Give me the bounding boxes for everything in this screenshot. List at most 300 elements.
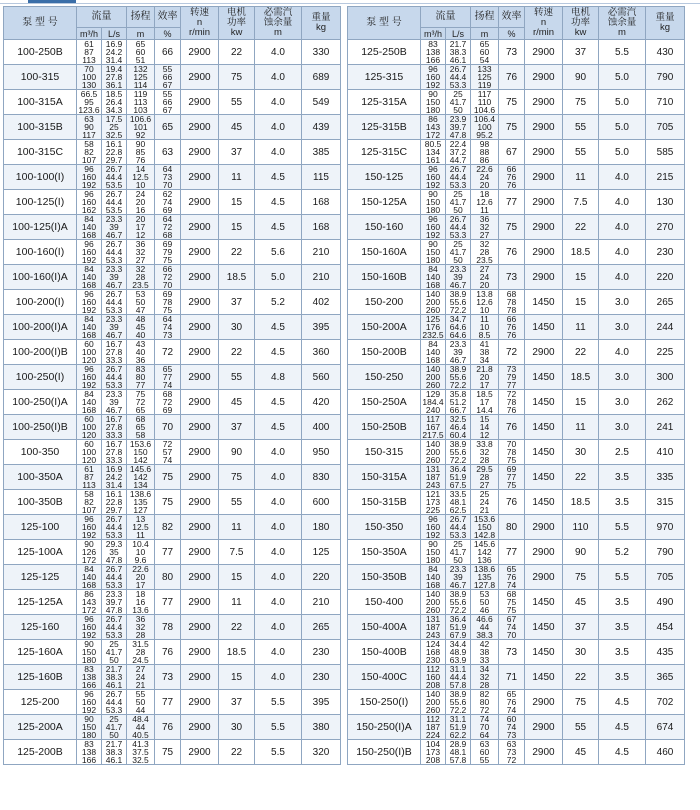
cell-flow-m3h-line: 160	[425, 672, 441, 682]
cell-speed: 1450	[525, 390, 563, 415]
cell-motor-power: 30	[219, 315, 255, 340]
cell-flow-m3h-line: 90	[84, 539, 94, 549]
cell-head	[127, 740, 155, 765]
cell-flow-ls-line: 48.9	[449, 647, 467, 657]
cell-speed: 2900	[181, 340, 219, 365]
cell-npsh: 5.6	[255, 240, 302, 265]
cell-efficiency-line: 73	[162, 172, 173, 182]
cell-efficiency-line: 72	[162, 272, 173, 282]
cell-flow-ls-line: 25	[109, 639, 119, 649]
table-row	[4, 65, 341, 90]
cell-flow-m3h-line: 140	[425, 289, 441, 299]
cell-head	[471, 340, 499, 365]
cell-head	[127, 365, 155, 390]
cell-flow-ls-line: 46.1	[105, 755, 123, 765]
cell-flow-ls-line: 26.7	[105, 364, 123, 374]
cell-motor-power: 22	[219, 340, 255, 365]
cell-flow-ls-line: 16.7	[105, 339, 123, 349]
cell-flow-ls	[102, 115, 127, 140]
cell-speed: 2900	[181, 390, 219, 415]
cell-flow-ls	[102, 240, 127, 265]
cell-flow-ls	[446, 90, 471, 115]
cell-flow-ls-line: 53.3	[449, 80, 467, 90]
cell-head-line: 53	[479, 589, 490, 599]
cell-weight: 950	[302, 440, 341, 465]
cell-flow-ls-line: 46.7	[105, 280, 123, 290]
cell-flow-m3h-line: 82	[84, 147, 94, 157]
cell-head-line: 36	[135, 614, 146, 624]
cell-head-line: 100	[477, 122, 492, 132]
cell-flow-m3h-line: 160	[425, 72, 441, 82]
cell-flow-ls-line: 36.1	[105, 80, 123, 90]
cell-head	[471, 165, 499, 190]
cell-head-line: 70	[479, 722, 490, 732]
cell-head-line: 27	[135, 255, 146, 265]
cell-head-line: 127.8	[473, 580, 496, 590]
header-head: 扬程	[471, 7, 499, 28]
cell-npsh: 3.0	[599, 290, 646, 315]
cell-flow-m3h-line: 86	[428, 114, 438, 124]
cell-head-line: 142	[133, 455, 148, 465]
cell-weight: 230	[302, 665, 341, 690]
cell-npsh: 4.0	[599, 340, 646, 365]
cell-head-line: 64	[479, 730, 490, 740]
cell-weight: 220	[302, 565, 341, 590]
cell-efficiency-line: 75	[506, 455, 517, 465]
cell-model: 150-400B	[348, 640, 421, 665]
cell-flow-ls-line: 50	[109, 730, 119, 740]
cell-efficiency-line: 60	[506, 714, 517, 724]
cell-head	[471, 740, 499, 765]
cell-efficiency: 71	[499, 665, 525, 690]
cell-motor-power: 37	[219, 140, 255, 165]
cell-flow-m3h-line: 230	[425, 655, 441, 665]
cell-flow-m3h-line: 160	[81, 297, 97, 307]
cell-flow-ls-line: 46.7	[449, 280, 467, 290]
cell-head-line: 17	[479, 397, 490, 407]
cell-motor-power: 11	[563, 165, 599, 190]
cell-efficiency-line: 74	[506, 580, 517, 590]
cell-npsh: 5.5	[255, 690, 302, 715]
cell-efficiency: 78	[155, 615, 181, 640]
cell-efficiency-line: 70	[162, 180, 173, 190]
cell-motor-power: 11	[563, 315, 599, 340]
cell-npsh: 5.2	[255, 290, 302, 315]
cell-head-line: 65	[135, 405, 146, 415]
cell-flow-ls-line: 38.9	[449, 689, 467, 699]
cell-flow-ls-line: 27.8	[105, 447, 123, 457]
cell-flow-m3h	[77, 240, 102, 265]
cell-flow-ls	[446, 315, 471, 340]
cell-npsh: 3.0	[599, 390, 646, 415]
cell-flow-ls	[102, 540, 127, 565]
cell-flow-ls	[102, 140, 127, 165]
header-flow: 流量	[77, 7, 127, 28]
cell-flow-ls-line: 23.3	[105, 589, 123, 599]
cell-head-line: 20	[135, 572, 146, 582]
cell-head-line: 43	[135, 339, 146, 349]
cell-flow-m3h-line: 167	[425, 422, 441, 432]
cell-model: 125-100	[4, 515, 77, 540]
cell-head-line: 60	[135, 47, 146, 57]
cell-head-line: 75	[135, 389, 146, 399]
cell-flow-m3h-line: 168	[425, 580, 441, 590]
cell-efficiency-line: 74	[162, 322, 173, 332]
cell-weight: 220	[646, 265, 685, 290]
cell-flow-m3h-line: 90	[84, 639, 94, 649]
cell-npsh: 4.0	[599, 190, 646, 215]
cell-flow-m3h-line: 84	[84, 264, 94, 274]
cell-head	[471, 390, 499, 415]
table-row	[4, 165, 341, 190]
cell-head-line: 92	[135, 130, 146, 140]
cell-efficiency-line: 79	[162, 247, 173, 257]
cell-flow-m3h	[77, 290, 102, 315]
cell-model: 100-250(I)A	[4, 390, 77, 415]
cell-flow-ls-line: 50	[453, 205, 463, 215]
cell-flow-m3h-line: 192	[81, 380, 97, 390]
cell-efficiency-line: 75	[162, 305, 173, 315]
cell-motor-power: 15	[219, 215, 255, 240]
cell-flow-m3h	[77, 165, 102, 190]
cell-speed: 2900	[525, 715, 563, 740]
cell-efficiency	[499, 690, 525, 715]
cell-speed: 2900	[181, 115, 219, 140]
cell-flow-ls-line: 51.9	[449, 622, 467, 632]
cell-flow-ls-line: 41.7	[449, 547, 467, 557]
cell-flow-m3h-line: 138	[81, 747, 97, 757]
cell-speed: 2900	[181, 65, 219, 90]
cell-head	[127, 665, 155, 690]
cell-head-line: 106.6	[129, 114, 152, 124]
table-row	[348, 140, 685, 165]
cell-head-line: 34	[479, 664, 490, 674]
cell-flow-m3h-line: 260	[425, 455, 441, 465]
cell-flow-ls-line: 29.7	[105, 155, 123, 165]
cell-efficiency-line: 76	[506, 172, 517, 182]
cell-head	[127, 440, 155, 465]
cell-speed: 2900	[525, 140, 563, 165]
cell-head-line: 32	[135, 264, 146, 274]
header-motor-power	[563, 7, 599, 40]
table-row	[4, 440, 341, 465]
cell-flow-ls-line: 44.4	[449, 172, 467, 182]
cell-flow-ls-line: 39	[109, 397, 119, 407]
cell-head-line: 22.6	[476, 164, 493, 174]
cell-flow-m3h-line: 123.6	[78, 105, 100, 115]
cell-flow-ls-line: 39	[453, 572, 463, 582]
cell-motor-power: 37	[563, 615, 599, 640]
cell-flow-ls-line: 63.9	[449, 655, 467, 665]
cell-flow-m3h	[77, 415, 102, 440]
table-row	[4, 215, 341, 240]
cell-flow-m3h-line: 150	[425, 197, 441, 207]
cell-head-line: 125	[477, 72, 492, 82]
cell-head	[127, 490, 155, 515]
cell-flow-ls-line: 25	[109, 714, 119, 724]
cell-head-line: 135	[477, 572, 492, 582]
cell-model: 150-400C	[348, 665, 421, 690]
cell-flow-ls	[102, 365, 127, 390]
cell-efficiency: 66	[155, 40, 181, 65]
cell-flow-m3h-line: 140	[425, 272, 441, 282]
cell-head-line: 28	[479, 247, 490, 257]
cell-motor-power: 22	[219, 615, 255, 640]
cell-weight: 360	[302, 340, 341, 365]
cell-head-line: 127	[133, 505, 148, 515]
cell-flow-ls	[102, 265, 127, 290]
cell-head	[127, 190, 155, 215]
cell-efficiency-line: 68	[162, 389, 173, 399]
cell-motor-power: 15	[219, 190, 255, 215]
cell-flow-ls-line: 25	[453, 239, 463, 249]
cell-flow-m3h-line: 184.4	[422, 397, 444, 407]
cell-flow-m3h-line: 90	[428, 189, 438, 199]
cell-flow-ls-line: 41.7	[449, 197, 467, 207]
cell-head-line: 54	[479, 55, 490, 65]
cell-flow-ls-line: 72.2	[449, 305, 467, 315]
cell-motor-power: 22	[219, 40, 255, 65]
cell-flow-ls-line: 29.7	[105, 505, 123, 515]
cell-weight: 244	[646, 315, 685, 340]
cell-head-line: 29.5	[476, 464, 493, 474]
cell-npsh: 3.0	[599, 315, 646, 340]
cell-model: 125-200A	[4, 715, 77, 740]
cell-model: 150-160B	[348, 265, 421, 290]
cell-head-line: 77	[135, 380, 146, 390]
cell-head-line: 117	[477, 89, 492, 99]
cell-flow-m3h-line: 120	[81, 355, 97, 365]
table-row	[4, 515, 341, 540]
cell-model: 150-315	[348, 440, 421, 465]
cell-head-line: 103	[133, 105, 148, 115]
cell-head	[127, 315, 155, 340]
cell-flow-m3h-line: 160	[81, 247, 97, 257]
cell-head	[471, 565, 499, 590]
cell-flow-m3h-line: 70	[84, 64, 94, 74]
cell-speed: 2900	[181, 215, 219, 240]
cell-flow-ls	[446, 190, 471, 215]
cell-head-line: 142	[133, 472, 148, 482]
cell-flow-m3h-line: 180	[81, 655, 97, 665]
cell-head-line: 24	[479, 272, 490, 282]
cell-flow-m3h-line: 112	[426, 714, 440, 724]
cell-flow-m3h-line: 160	[81, 197, 97, 207]
cell-head	[127, 565, 155, 590]
table-row	[4, 565, 341, 590]
table-row	[348, 115, 685, 140]
cell-flow-m3h-line: 140	[81, 272, 97, 282]
cell-flow-ls-line: 16.9	[105, 39, 123, 49]
cell-efficiency-line: 78	[506, 447, 517, 457]
cell-flow-m3h-line: 140	[425, 689, 441, 699]
cell-flow-m3h	[421, 390, 446, 415]
cell-flow-ls-line: 64.6	[449, 322, 467, 332]
cell-flow-m3h-line: 126	[81, 547, 97, 557]
cell-head-line: 80	[479, 697, 490, 707]
cell-model: 100-100(I)	[4, 165, 77, 190]
cell-flow-m3h-line: 200	[425, 447, 441, 457]
cell-speed: 1450	[525, 440, 563, 465]
cell-flow-ls-line: 67.5	[449, 480, 467, 490]
cell-weight: 380	[302, 715, 341, 740]
cell-head-line: 142.8	[473, 530, 496, 540]
cell-efficiency: 72	[499, 340, 525, 365]
cell-flow-m3h-line: 168	[425, 647, 441, 657]
header-motor-line2: 功率	[570, 17, 590, 28]
cell-flow-ls-line: 39	[109, 222, 119, 232]
cell-flow-m3h	[421, 140, 446, 165]
cell-head-line: 12	[135, 230, 146, 240]
table-row	[4, 390, 341, 415]
cell-flow-ls-line: 29.3	[105, 539, 123, 549]
cell-flow-m3h	[77, 215, 102, 240]
cell-flow-ls-line: 32.5	[105, 130, 123, 140]
cell-motor-power: 37	[219, 290, 255, 315]
cell-flow-m3h-line: 61	[84, 39, 94, 49]
cell-flow-ls	[446, 515, 471, 540]
cell-efficiency-line: 78	[506, 305, 517, 315]
cell-efficiency: 76	[499, 490, 525, 515]
cell-flow-m3h-line: 138	[425, 47, 441, 57]
cell-flow-ls-line: 36.4	[449, 614, 467, 624]
cell-npsh: 3.5	[599, 465, 646, 490]
cell-npsh: 5.5	[255, 715, 302, 740]
cell-flow-m3h-line: 107	[81, 155, 97, 165]
cell-motor-power: 45	[219, 115, 255, 140]
cell-flow-ls	[102, 515, 127, 540]
cell-flow-m3h-line: 104	[425, 739, 441, 749]
header-flow-m3h: m³/h	[421, 28, 446, 40]
cell-flow-m3h-line: 161	[425, 155, 441, 165]
accent-rule	[0, 3, 700, 4]
cell-flow-ls-line: 53.3	[105, 630, 123, 640]
cell-flow-ls	[446, 715, 471, 740]
cell-motor-power: 75	[563, 690, 599, 715]
cell-motor-power: 22	[563, 340, 599, 365]
cell-speed: 2900	[181, 740, 219, 765]
cell-flow-ls	[446, 240, 471, 265]
cell-head	[127, 40, 155, 65]
header-npsh-unit: m	[618, 27, 626, 38]
table-row	[4, 365, 341, 390]
cell-efficiency-line: 66	[506, 164, 517, 174]
header-npsh-line2: 蚀余量	[263, 17, 293, 28]
cell-head-line: 46	[479, 605, 490, 615]
cell-flow-m3h-line: 58	[84, 489, 94, 499]
cell-flow-ls-line: 17.5	[105, 114, 123, 124]
cell-weight: 210	[302, 240, 341, 265]
cell-weight: 335	[646, 465, 685, 490]
cell-speed: 2900	[181, 90, 219, 115]
cell-weight: 130	[646, 190, 685, 215]
cell-head-line: 45	[135, 322, 146, 332]
cell-npsh: 4.0	[255, 615, 302, 640]
cell-flow-m3h-line: 168	[425, 280, 441, 290]
cell-flow-m3h-line: 96	[84, 239, 94, 249]
table-row	[4, 740, 341, 765]
cell-flow-ls-line: 26.7	[105, 239, 123, 249]
cell-flow-m3h-line: 150	[425, 547, 441, 557]
cell-efficiency-line: 65	[506, 689, 517, 699]
cell-flow-m3h	[421, 315, 446, 340]
cell-flow-m3h-line: 225	[425, 505, 441, 515]
header-speed-unit: r/min	[532, 27, 555, 38]
cell-flow-ls-line: 62.5	[449, 505, 467, 515]
table-row	[4, 690, 341, 715]
cell-flow-m3h-line: 82	[84, 497, 94, 507]
cell-speed: 2900	[525, 190, 563, 215]
cell-flow-ls	[446, 565, 471, 590]
cell-flow-m3h-line: 150	[81, 722, 97, 732]
cell-weight: 365	[646, 665, 685, 690]
cell-npsh: 4.0	[255, 565, 302, 590]
cell-flow-m3h-line: 200	[425, 297, 441, 307]
cell-head-line: 113	[133, 97, 148, 107]
cell-motor-power: 15	[563, 265, 599, 290]
cell-flow-ls-line: 39.7	[105, 597, 123, 607]
cell-head-line: 134	[133, 480, 148, 490]
cell-head-line: 68	[135, 414, 146, 424]
cell-weight: 265	[302, 615, 341, 640]
cell-flow-m3h-line: 176	[425, 322, 441, 332]
cell-efficiency	[499, 465, 525, 490]
cell-flow-m3h-line: 100	[81, 347, 97, 357]
cell-flow-m3h-line: 160	[81, 697, 97, 707]
cell-head	[127, 65, 155, 90]
cell-flow-m3h-line: 192	[81, 530, 97, 540]
cell-head-line: 11	[480, 205, 489, 215]
cell-flow-m3h-line: 200	[425, 597, 441, 607]
cell-efficiency-line: 69	[506, 464, 517, 474]
cell-flow-ls-line: 26.7	[105, 564, 123, 574]
cell-head-line: 65	[135, 422, 146, 432]
cell-head-line: 32	[479, 447, 490, 457]
cell-flow-m3h-line: 168	[81, 230, 97, 240]
cell-weight: 168	[302, 215, 341, 240]
cell-flow-m3h-line: 150	[81, 647, 97, 657]
cell-head-line: 76	[135, 155, 146, 165]
cell-flow-ls-line: 67.9	[449, 630, 467, 640]
cell-npsh: 4.5	[599, 690, 646, 715]
cell-motor-power: 45	[563, 740, 599, 765]
cell-efficiency-line: 76	[506, 322, 517, 332]
right-table-panel	[347, 6, 684, 765]
cell-head-line: 98	[479, 139, 490, 149]
cell-efficiency-line: 74	[506, 705, 517, 715]
cell-efficiency: 73	[499, 40, 525, 65]
cell-flow-m3h	[421, 615, 446, 640]
cell-flow-ls-line: 23.9	[449, 114, 467, 124]
cell-flow-ls	[102, 340, 127, 365]
cell-speed: 2900	[525, 240, 563, 265]
cell-head-line: 41	[479, 339, 490, 349]
cell-flow-ls-line: 39	[453, 347, 463, 357]
cell-flow-ls-line: 46.7	[105, 330, 123, 340]
cell-efficiency-line: 69	[162, 405, 173, 415]
cell-head-line: 27	[479, 264, 490, 274]
cell-head-line: 37.5	[132, 747, 149, 757]
cell-weight: 230	[302, 640, 341, 665]
cell-flow-m3h-line: 100	[81, 447, 97, 457]
cell-head-line: 95.2	[476, 130, 493, 140]
header-flow-ls: L/s	[446, 28, 471, 40]
cell-flow-m3h-line: 208	[425, 755, 441, 765]
cell-npsh: 4.0	[255, 440, 302, 465]
cell-speed: 2900	[525, 115, 563, 140]
cell-flow-m3h	[421, 40, 446, 65]
cell-flow-m3h-line: 162	[81, 205, 97, 215]
